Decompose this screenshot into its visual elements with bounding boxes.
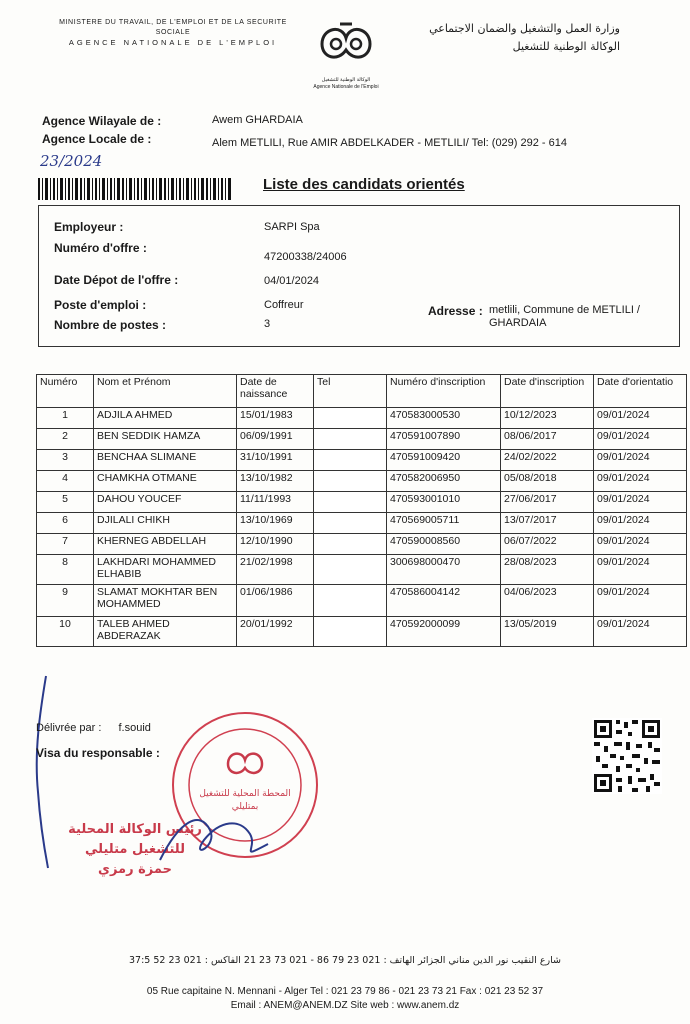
cell-tel-redacted bbox=[314, 534, 387, 555]
col-tel: Tel bbox=[314, 375, 387, 408]
handwritten-signature-icon bbox=[150, 800, 280, 880]
cell-tel-redacted bbox=[314, 617, 387, 647]
cell-num: 7 bbox=[37, 534, 94, 555]
cell-naissance: 15/01/1983 bbox=[237, 408, 314, 429]
table-row bbox=[37, 513, 687, 534]
cell-tel-redacted bbox=[314, 585, 387, 617]
cell-orientation: 09/01/2024 bbox=[594, 534, 687, 555]
cell-naissance: 13/10/1982 bbox=[237, 471, 314, 492]
cell-nom: LAKHDARI MOHAMMED ELHABIB bbox=[94, 555, 237, 585]
anem-logo bbox=[300, 16, 392, 91]
candidates-table bbox=[36, 374, 687, 647]
logo-caption-ar: الوكالة الوطنية للتشغيل bbox=[321, 77, 371, 83]
cell-num: 1 bbox=[37, 408, 94, 429]
cell-num: 2 bbox=[37, 429, 94, 450]
nombre-postes-value: 3 bbox=[264, 318, 271, 330]
cell-orientation: 09/01/2024 bbox=[594, 513, 687, 534]
ministry-name-fr: MINISTERE DU TRAVAIL, DE L'EMPLOI ET DE LA SECURITE SOCIALE bbox=[59, 19, 287, 36]
rect-stamp-line-1: رئيس الوكالة المحلية bbox=[68, 822, 202, 837]
ministry-header-ar bbox=[410, 20, 620, 56]
cell-date-inscription: 10/12/2023 bbox=[501, 408, 594, 429]
poste-value: Coffreur bbox=[264, 299, 304, 311]
cell-orientation: 09/01/2024 bbox=[594, 471, 687, 492]
logo-caption-fr: Agence Nationale de l'Emploi bbox=[313, 84, 379, 90]
table-row bbox=[37, 585, 687, 617]
adresse-label: Adresse : bbox=[428, 304, 483, 318]
cell-nom: SLAMAT MOKHTAR BEN MOHAMMED bbox=[94, 585, 237, 617]
footer-address-fr: 05 Rue capitaine N. Mennani - Alger Tel : 021 23 79 86 - 021 23 73 21 Fax : 021 23 52 37 bbox=[146, 986, 544, 997]
numero-offre-label: Numéro d'offre : bbox=[54, 241, 147, 255]
cell-naissance: 12/10/1990 bbox=[237, 534, 314, 555]
table-row bbox=[37, 617, 687, 647]
cell-orientation: 09/01/2024 bbox=[594, 492, 687, 513]
cell-orientation: 09/01/2024 bbox=[594, 617, 687, 647]
col-date-inscription: Date d'inscription bbox=[501, 375, 594, 408]
cell-nom: CHAMKHA OTMANE bbox=[94, 471, 237, 492]
date-depot-label: Date Dépot de l'offre : bbox=[54, 273, 179, 287]
col-inscription: Numéro d'inscription bbox=[387, 375, 501, 408]
cell-nom: DJILALI CHIKH bbox=[94, 513, 237, 534]
handwritten-date: 23/2024 bbox=[40, 152, 103, 170]
barcode bbox=[38, 178, 232, 200]
col-date-orientation: Date d'orientatio bbox=[594, 375, 687, 408]
wilayale-label: Agence Wilayale de : bbox=[42, 114, 162, 128]
cell-orientation: 09/01/2024 bbox=[594, 585, 687, 617]
cell-date-inscription: 08/06/2017 bbox=[501, 429, 594, 450]
cell-nom: BEN SEDDIK HAMZA bbox=[94, 429, 237, 450]
cell-inscription: 470591009420 bbox=[387, 450, 501, 471]
adresse-value: metlili, Commune de METLILI / GHARDAIA bbox=[489, 304, 640, 329]
cell-tel-redacted bbox=[314, 513, 387, 534]
poste-label: Poste d'emploi : bbox=[54, 298, 147, 312]
rect-stamp-line-3: حمزة رمزي bbox=[98, 862, 172, 877]
cell-nom: KHERNEG ABDELLAH bbox=[94, 534, 237, 555]
ministry-header-fr bbox=[58, 18, 288, 48]
cell-nom: BENCHAA SLIMANE bbox=[94, 450, 237, 471]
cell-nom: TALEB AHMED ABDERAZAK bbox=[94, 617, 237, 647]
cell-nom: DAHOU YOUCEF bbox=[94, 492, 237, 513]
table-header-row bbox=[37, 375, 687, 408]
cell-orientation: 09/01/2024 bbox=[594, 429, 687, 450]
cell-inscription: 470592000099 bbox=[387, 617, 501, 647]
cell-naissance: 11/11/1993 bbox=[237, 492, 314, 513]
cell-date-inscription: 13/07/2017 bbox=[501, 513, 594, 534]
cell-tel-redacted bbox=[314, 492, 387, 513]
page-title: Liste des candidats orientés bbox=[263, 176, 465, 193]
cell-num: 5 bbox=[37, 492, 94, 513]
cell-tel-redacted bbox=[314, 471, 387, 492]
col-nom: Nom et Prénom bbox=[94, 375, 237, 408]
cell-naissance: 21/02/1998 bbox=[237, 555, 314, 585]
stamp-line-2: بمتليلي bbox=[231, 802, 259, 812]
table-row bbox=[37, 555, 687, 585]
cell-naissance: 01/06/1986 bbox=[237, 585, 314, 617]
cell-num: 10 bbox=[37, 617, 94, 647]
cell-inscription: 470582006950 bbox=[387, 471, 501, 492]
cell-orientation: 09/01/2024 bbox=[594, 408, 687, 429]
visa-label: Visa du responsable : bbox=[36, 746, 160, 760]
cell-tel-redacted bbox=[314, 429, 387, 450]
table-row bbox=[37, 492, 687, 513]
qr-code bbox=[592, 718, 662, 794]
cell-inscription: 470583000530 bbox=[387, 408, 501, 429]
cell-num: 6 bbox=[37, 513, 94, 534]
cell-num: 4 bbox=[37, 471, 94, 492]
cell-orientation: 09/01/2024 bbox=[594, 555, 687, 585]
cell-inscription: 470590008560 bbox=[387, 534, 501, 555]
footer-address-ar: شارع النقيب نور الدين مناني الجزائر الهاتف : 021 23 79 86 - 021 73 23 21 الفاكس : 021 23 52 37:5 bbox=[129, 955, 561, 966]
cell-tel-redacted bbox=[314, 450, 387, 471]
cell-date-inscription: 28/08/2023 bbox=[501, 555, 594, 585]
barcode-icon bbox=[38, 178, 232, 200]
cell-inscription: 470593001010 bbox=[387, 492, 501, 513]
cell-tel-redacted bbox=[314, 555, 387, 585]
cell-num: 9 bbox=[37, 585, 94, 617]
locale-value: Alem METLILI, Rue AMIR ABDELKADER - METLILI/ Tel: (029) 292 - 614 bbox=[212, 137, 567, 149]
qr-code-icon bbox=[592, 718, 662, 794]
table-row bbox=[37, 534, 687, 555]
cell-orientation: 09/01/2024 bbox=[594, 450, 687, 471]
cell-inscription: 300698000470 bbox=[387, 555, 501, 585]
delivree-line bbox=[36, 722, 151, 734]
agency-name-fr: AGENCE NATIONALE DE L'EMPLOI bbox=[68, 38, 278, 47]
stamp-line-1: المحطة المحلية للتشغيل bbox=[199, 789, 291, 799]
employeur-value: SARPI Spa bbox=[264, 221, 320, 233]
cell-nom: ADJILA AHMED bbox=[94, 408, 237, 429]
cell-date-inscription: 04/06/2023 bbox=[501, 585, 594, 617]
cell-inscription: 470591007890 bbox=[387, 429, 501, 450]
rect-stamp-line-2: للتشغيل متليلي bbox=[85, 842, 185, 857]
cell-num: 8 bbox=[37, 555, 94, 585]
delivree-label: Délivrée par : bbox=[36, 722, 102, 734]
table-row bbox=[37, 450, 687, 471]
table-row bbox=[37, 408, 687, 429]
wilayale-value: Awem GHARDAIA bbox=[212, 114, 303, 126]
cell-naissance: 31/10/1991 bbox=[237, 450, 314, 471]
cell-date-inscription: 05/08/2018 bbox=[501, 471, 594, 492]
cell-date-inscription: 24/02/2022 bbox=[501, 450, 594, 471]
employeur-label: Employeur : bbox=[54, 220, 124, 234]
cell-date-inscription: 06/07/2022 bbox=[501, 534, 594, 555]
cell-tel-redacted bbox=[314, 408, 387, 429]
cell-naissance: 20/01/1992 bbox=[237, 617, 314, 647]
ministry-name-ar: وزارة العمل والتشغيل والضمان الاجتماعي bbox=[429, 22, 620, 35]
cell-inscription: 470569005711 bbox=[387, 513, 501, 534]
cell-naissance: 13/10/1969 bbox=[237, 513, 314, 534]
table-row bbox=[37, 429, 687, 450]
cell-num: 3 bbox=[37, 450, 94, 471]
col-naissance: Date de naissance bbox=[237, 375, 314, 408]
cell-date-inscription: 27/06/2017 bbox=[501, 492, 594, 513]
anem-logo-icon bbox=[300, 16, 392, 72]
numero-offre-value: 47200338/24006 bbox=[264, 251, 347, 263]
delivree-value: f.souid bbox=[118, 722, 151, 734]
cell-date-inscription: 13/05/2019 bbox=[501, 617, 594, 647]
cell-inscription: 470586004142 bbox=[387, 585, 501, 617]
locale-label: Agence Locale de : bbox=[42, 132, 152, 146]
col-numero: Numéro bbox=[37, 375, 94, 408]
date-depot-value: 04/01/2024 bbox=[264, 275, 320, 287]
table-row bbox=[37, 471, 687, 492]
footer-email: Email : ANEM@ANEM.DZ Site web : www.anem.dz bbox=[230, 1000, 460, 1011]
agency-name-ar: الوكالة الوطنية للتشغيل bbox=[512, 40, 620, 53]
cell-naissance: 06/09/1991 bbox=[237, 429, 314, 450]
nombre-postes-label: Nombre de postes : bbox=[54, 318, 167, 332]
